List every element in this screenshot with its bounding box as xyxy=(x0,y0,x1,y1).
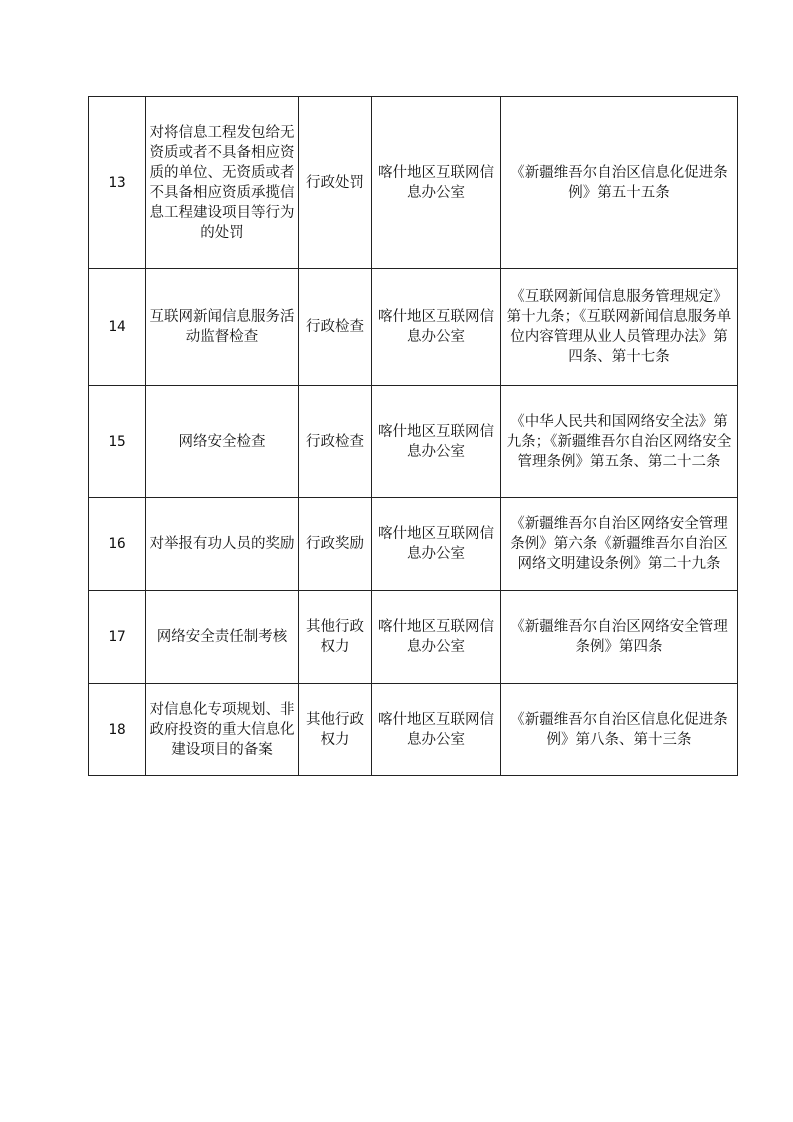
responsible-department: 喀什地区互联网信息办公室 xyxy=(372,498,501,591)
item-name: 网络安全检查 xyxy=(146,386,299,498)
responsible-department: 喀什地区互联网信息办公室 xyxy=(372,684,501,776)
legal-basis: 《新疆维吾尔自治区信息化促进条例》第五十五条 xyxy=(501,97,738,269)
row-number: 13 xyxy=(89,97,146,269)
row-number: 14 xyxy=(89,269,146,386)
item-name: 网络安全责任制考核 xyxy=(146,591,299,684)
table-row xyxy=(89,498,738,591)
legal-basis: 《中华人民共和国网络安全法》第九条；《新疆维吾尔自治区网络安全管理条例》第五条、第二十二条 xyxy=(501,386,738,498)
table-row xyxy=(89,591,738,684)
legal-basis: 《新疆维吾尔自治区网络安全管理条例》第六条《新疆维吾尔自治区网络文明建设条例》第二十九条 xyxy=(501,498,738,591)
legal-basis: 《新疆维吾尔自治区信息化促进条例》第八条、第十三条 xyxy=(501,684,738,776)
power-type: 行政检查 xyxy=(299,386,372,498)
item-name: 对举报有功人员的奖励 xyxy=(146,498,299,591)
power-type: 行政检查 xyxy=(299,269,372,386)
legal-basis: 《新疆维吾尔自治区网络安全管理条例》第四条 xyxy=(501,591,738,684)
responsible-department: 喀什地区互联网信息办公室 xyxy=(372,591,501,684)
item-name: 互联网新闻信息服务活动监督检查 xyxy=(146,269,299,386)
responsible-department: 喀什地区互联网信息办公室 xyxy=(372,269,501,386)
power-type: 行政处罚 xyxy=(299,97,372,269)
row-number: 16 xyxy=(89,498,146,591)
row-number: 17 xyxy=(89,591,146,684)
table-row xyxy=(89,269,738,386)
row-number: 18 xyxy=(89,684,146,776)
row-number: 15 xyxy=(89,386,146,498)
table-row xyxy=(89,386,738,498)
table-row xyxy=(89,97,738,269)
responsible-department: 喀什地区互联网信息办公室 xyxy=(372,97,501,269)
table-row xyxy=(89,684,738,776)
power-type: 其他行政权力 xyxy=(299,591,372,684)
power-type: 其他行政权力 xyxy=(299,684,372,776)
item-name: 对信息化专项规划、非政府投资的重大信息化建设项目的备案 xyxy=(146,684,299,776)
item-name: 对将信息工程发包给无资质或者不具备相应资质的单位、无资质或者不具备相应资质承揽信息工程建设项目等行为的处罚 xyxy=(146,97,299,269)
legal-basis: 《互联网新闻信息服务管理规定》第十九条；《互联网新闻信息服务单位内容管理从业人员管理办法》第四条、第十七条 xyxy=(501,269,738,386)
responsible-department: 喀什地区互联网信息办公室 xyxy=(372,386,501,498)
administrative-power-table xyxy=(88,96,738,776)
power-type: 行政奖励 xyxy=(299,498,372,591)
